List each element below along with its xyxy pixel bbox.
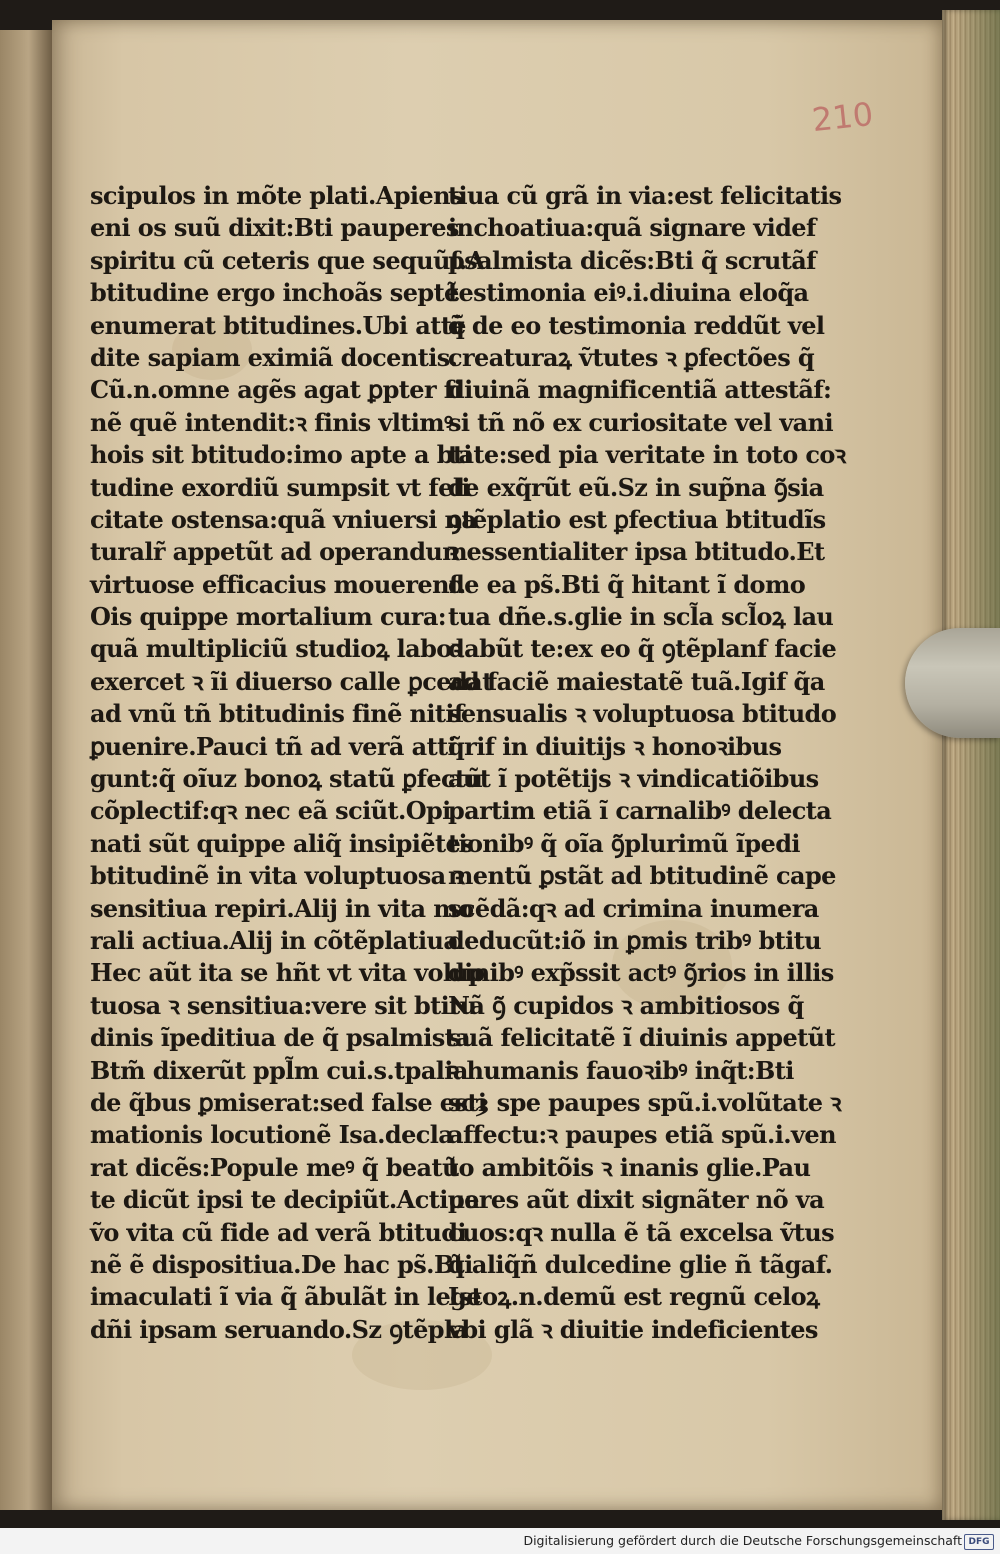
text-line: scȝ spe paupes spũ.i.volũtate ꝛ (448, 1087, 841, 1117)
text-line: cuos:qꝛ nulla ẽ tã excelsa ṽtus (448, 1217, 834, 1247)
text-line: dñi ipsam seruando.Sz ꝯtẽpla (90, 1314, 468, 1344)
text-line: to ambitõis ꝛ inanis glie.Pau (448, 1152, 811, 1182)
text-line: imaculati ĩ via q̃ ãbulãt in lege (90, 1282, 481, 1312)
text-line: sensitiua repiri.Alij in vita mo (90, 893, 474, 923)
text-line: exercet ꝛ ĩi diuerso calle ꝑcedat (90, 666, 493, 696)
text-line: enumerat btitudines.Ubi attẽ (90, 310, 466, 340)
text-line: scipulos in mõte plati.Apiens (90, 181, 463, 210)
text-line: cõplectif:qꝛ nec eã sciũt.Opi (90, 796, 451, 826)
text-line: nẽ quẽ intendit:ꝛ finis vltimꝰ (90, 407, 453, 437)
text-line: creaturaꝝ ṽtutes ꝛ ꝑfectões q̃ (448, 342, 815, 372)
text-line: tiua cũ grã in via:est felicitatis (448, 181, 842, 210)
text-line: aut ĩ potẽtijs ꝛ vindicatiõibus (448, 764, 819, 794)
text-line: deducũt:iõ in ꝑmis tribꝰ btitu (448, 925, 821, 955)
text-line: quã multipliciũ studioꝝ laboꝛ (90, 634, 463, 664)
text-line: btitudinẽ in vita voluptuosa ꝛ (90, 861, 465, 891)
text-line: dinis ĩpeditiua de q̃ psalmista (90, 1023, 471, 1053)
text-line: ad faciẽ maiestatẽ tuã.Igif q̃a (448, 666, 825, 696)
text-line: te dicũt ipsi te decipiũt.Actiua (90, 1185, 480, 1215)
text-line: inchoatiua:quã signare videf (448, 213, 816, 243)
text-line: Btm̃ dixerũt ppl̃m cui.s.tpalia (90, 1055, 468, 1085)
text-line: sensualis ꝛ voluptuosa btitudo (448, 699, 837, 729)
text-line: tudine exordiũ sumpsit vt feli (90, 472, 470, 502)
text-line: diuinã magnificentiã attestãf: (448, 375, 832, 405)
text-line: eni os suũ dixit:Bti pauperes (90, 213, 459, 243)
facing-page-edge (0, 30, 52, 1510)
text-line: virtuose efficacius mouerenf. (90, 569, 466, 599)
dfg-logo: DFG (964, 1534, 994, 1550)
text-line: psalmista dicẽs:Bti q̃ scrutãf (448, 245, 816, 275)
text-line: gunt:q̃ oĩuz bonoꝝ statũ ꝑfectũ (90, 764, 483, 794)
text-line: nati sũt quippe aliq̃ insipiẽtes (90, 828, 474, 858)
text-line: peres aũt dixit signãter nõ va (448, 1185, 825, 1215)
text-line: mationis locutionẽ Isa.decla (90, 1120, 454, 1150)
text-line: btitudine ergo inchoãs septẽ (90, 278, 459, 308)
text-line: Cũ.n.omne agẽs agat ꝑpter fi (90, 375, 462, 405)
text-line: ꝯtẽplatio est ꝑfectiua btitudĩs (448, 504, 826, 534)
text-line: ꝑuenire.Pauci tñ ad verã atti (90, 731, 457, 761)
text-line: Ois quippe mortalium cura: (90, 602, 447, 632)
text-line: tua dñe.s.glie in scl̃a scl̃oꝝ lau (448, 602, 834, 632)
text-line: Hec aũt ita se hñt vt vita volup (90, 958, 485, 988)
text-line: de ea ps̃.Bti q̃ hitant ĩ domo (448, 569, 806, 599)
text-line: ad vnũ tñ btitudinis finẽ nitif (90, 699, 464, 729)
text-line: q̃ de eo testimonia reddũt vel (448, 310, 825, 340)
text-line: tate:sed pia veritate in toto coꝛ (448, 440, 846, 470)
text-line: hois sit btitudo:imo apte a bti (90, 440, 472, 470)
text-line: si tñ nõ ex curiositate vel vani (448, 407, 833, 437)
text-line: q̃rif in diuitijs ꝛ honoꝛibus (448, 731, 782, 761)
text-column-right (448, 180, 846, 1346)
text-line: de q̃bus ꝑmiserat:sed false esti (90, 1087, 487, 1117)
footer-bar (0, 1528, 1000, 1554)
text-line: suã felicitatẽ ĩ diuinis appetũt (448, 1023, 835, 1053)
funding-credit: Digitalisierung gefördert durch die Deutsche Forschungsgemeinschaft (523, 1533, 962, 1548)
text-line: Istoꝝ.n.demũ est regnũ celoꝝ (448, 1282, 820, 1312)
text-line: partim etiã ĩ carnalibꝰ delecta (448, 796, 832, 826)
text-line: dite sapiam eximiã docentis. (90, 342, 458, 372)
text-line: Nã ꝯ̃ cupidos ꝛ ambitiosos q̃ (448, 990, 804, 1020)
text-line: scẽdã:qꝛ ad crimina inumera (448, 893, 819, 923)
text-column-left (90, 180, 493, 1346)
text-line: tionibꝰ q̃ oĩa ꝯ̃plurimũ ĩpedi (448, 828, 800, 858)
text-line: rat dicẽs:Popule meꝰ q̃ beatũ (90, 1152, 459, 1182)
text-line: ꝛ humanis fauoꝛibꝰ inq̃t:Bti (448, 1055, 794, 1085)
text-line: testimonia eiꝰ.i.diuina eloq̃a (448, 278, 809, 308)
text-line: dabũt te:ex eo q̃ ꝯtẽplanf facie (448, 634, 837, 664)
text-line: spiritu cũ ceteris que sequũf.A (90, 245, 485, 275)
text-line: vbi glã ꝛ diuitie indeficientes (448, 1314, 818, 1344)
text-line: de exq̃rũt eũ.Sz in sup̃na ꝯ̃sia (448, 472, 824, 502)
text-line: rali actiua.Alij in cõtẽplatiua (90, 925, 459, 955)
text-line: ṽo vita cũ fide ad verã btitudi (90, 1217, 466, 1247)
folio-number: 210 (810, 94, 875, 140)
text-line: citate ostensa:quã vniuersi na (90, 504, 477, 534)
text-line: affectu:ꝛ paupes etiã spũ.i.ven (448, 1120, 836, 1150)
text-line: q̃ aliq̃ñ dulcedine glie ñ tãgaf. (448, 1249, 833, 1279)
text-line: turalr̃ appetũt ad operandum (90, 537, 468, 567)
text-line: tuosa ꝛ sensitiua:vere sit btitu (90, 990, 477, 1020)
text-line: dinibꝰ exp̃ssit actꝰ ꝯ̃rios in illis (448, 958, 834, 988)
text-line: nẽ ẽ dispositiua.De hac ps̃.Bti (90, 1249, 473, 1279)
text-line: mentũ ꝑstãt ad btitudinẽ cape (448, 861, 836, 891)
text-line: ꝛ essentialiter ipsa btitudo.Et (448, 537, 825, 567)
